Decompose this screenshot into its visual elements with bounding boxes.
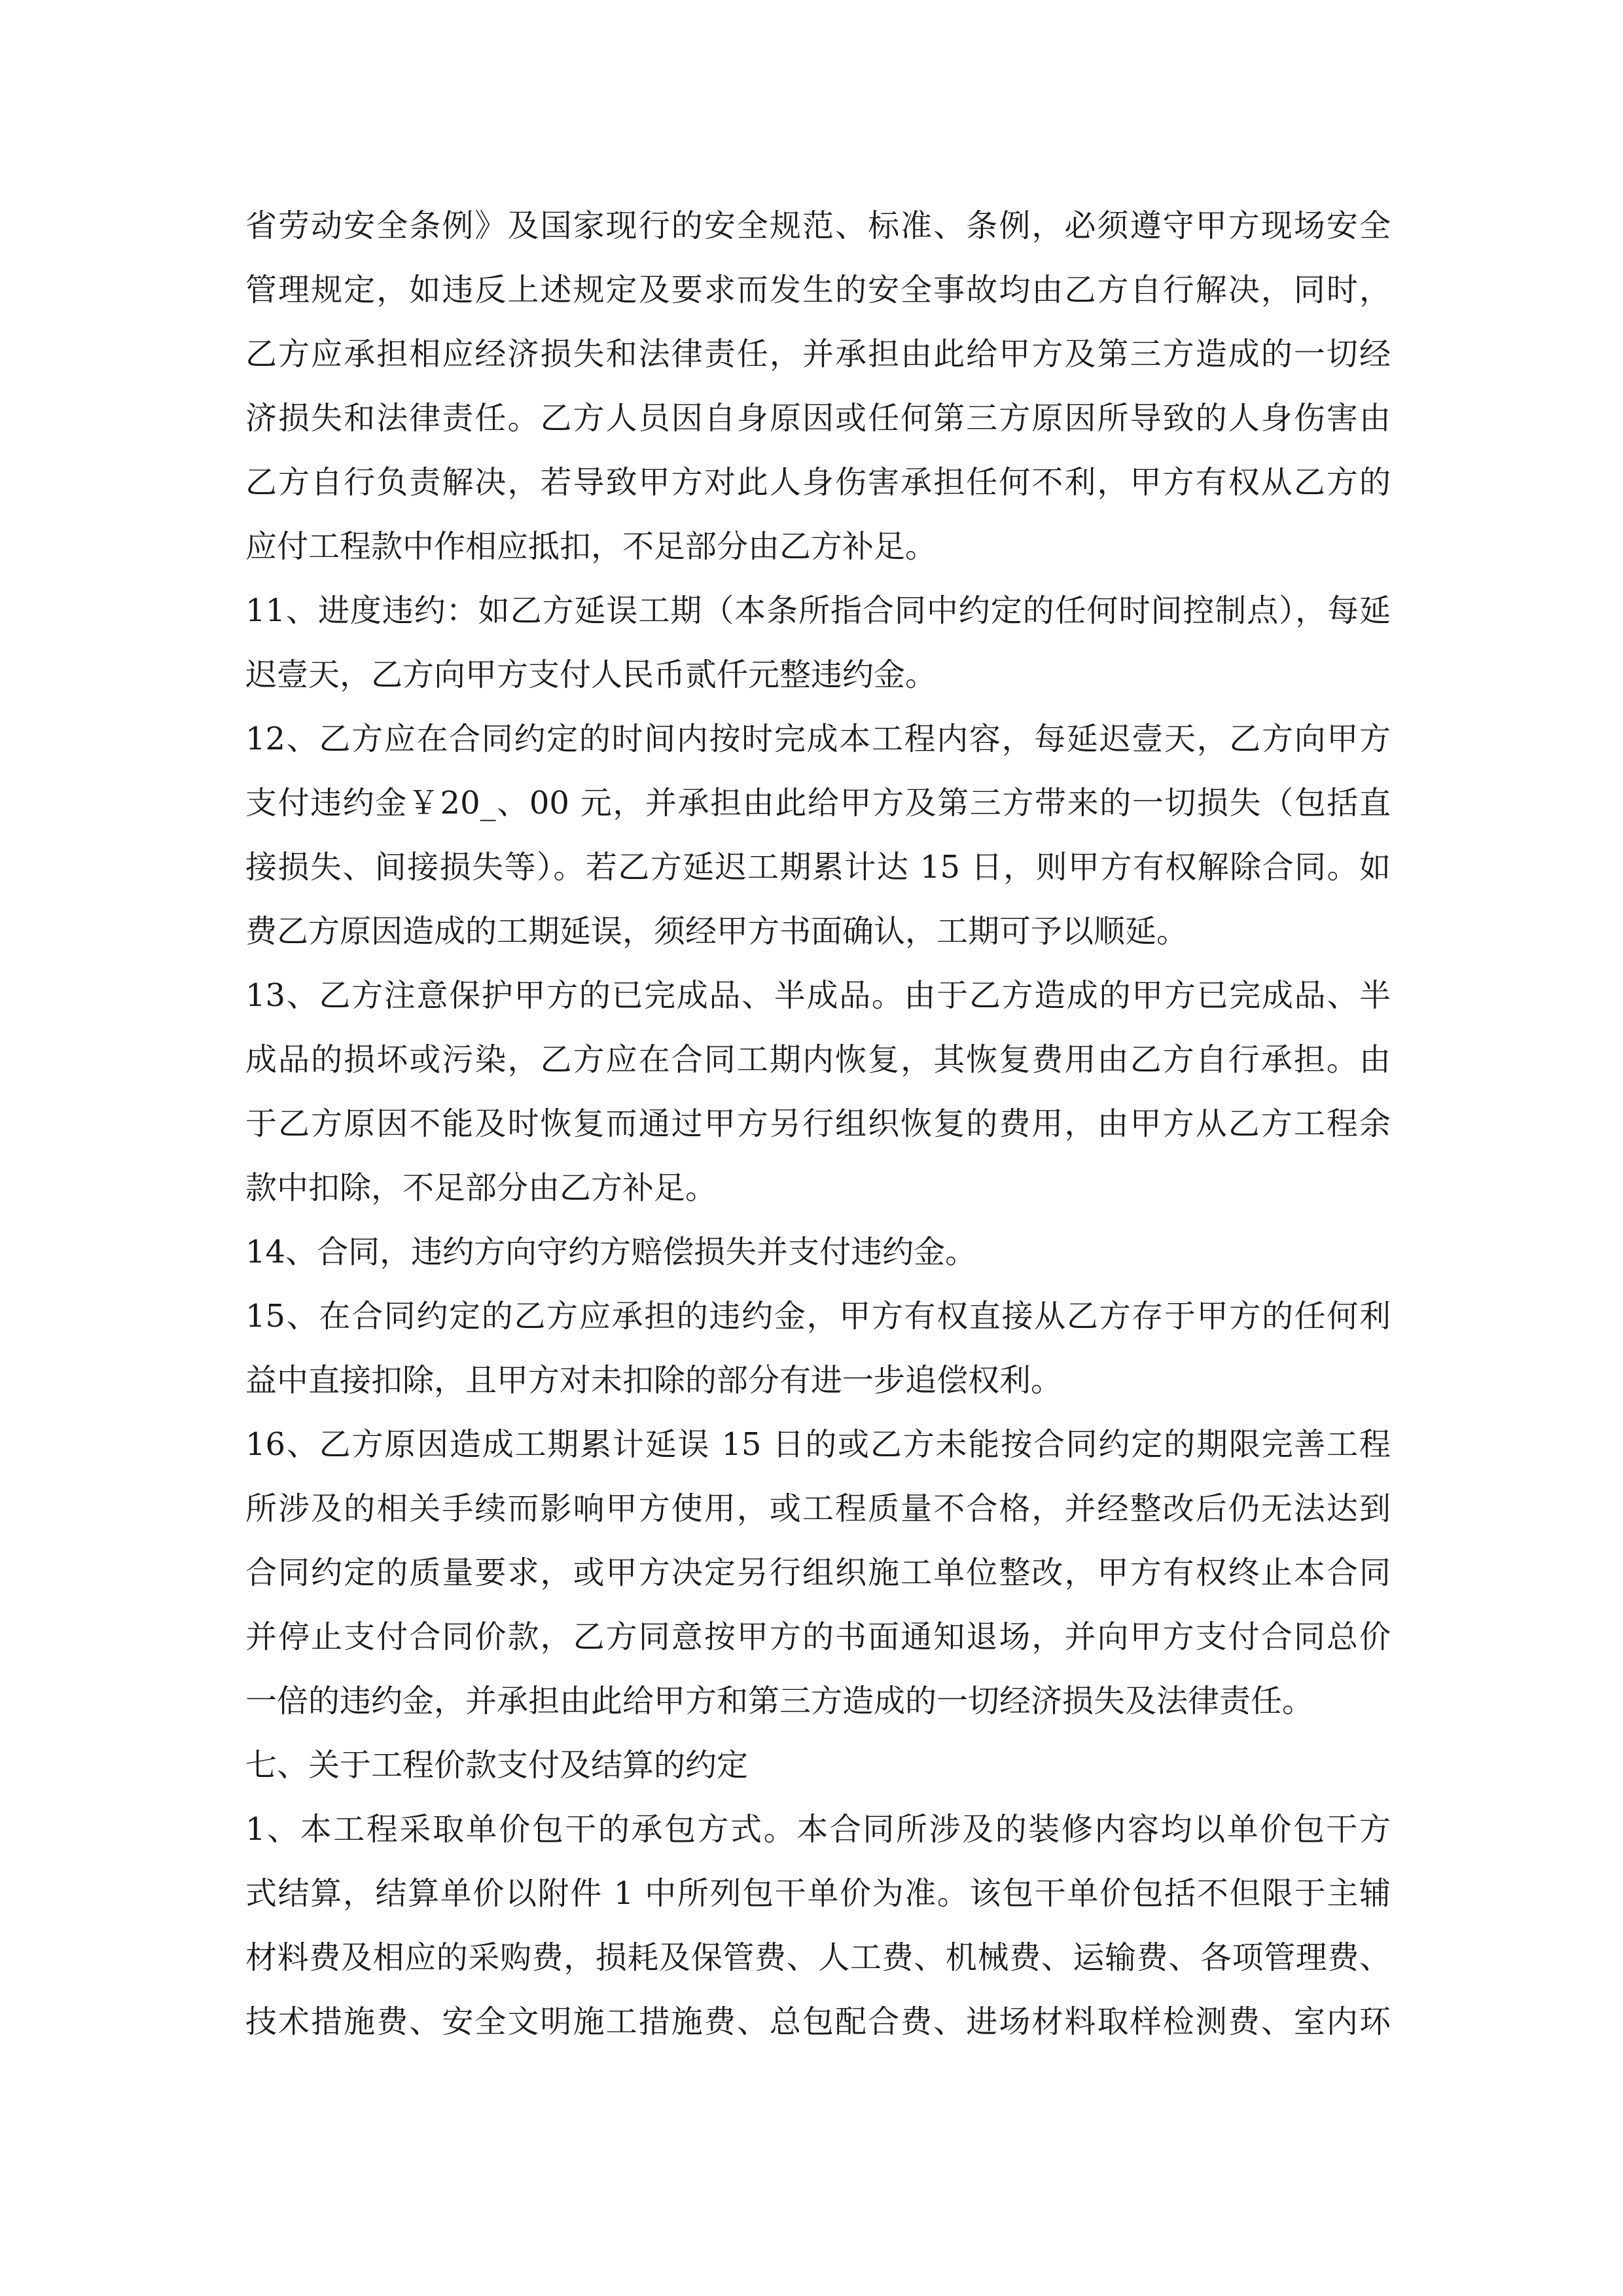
text-line: 一倍的违约金，并承担由此给甲方和第三方造成的一切经济损失及法律责任。 <box>245 1683 1314 1719</box>
text-line: 乙方自行负责解决，若导致甲方对此人身伤害承担任何不利，甲方有权从乙方的 <box>245 464 1391 501</box>
text-line: 14、合同，违约方向守约方赔偿损失并支付违约金。 <box>245 1234 977 1270</box>
text-line: 技术措施费、安全文明施工措施费、总包配合费、进场材料取样检测费、室内环 <box>245 2003 1391 2040</box>
text-line: 成品的损坏或污染，乙方应在合同工期内恢复，其恢复费用由乙方自行承担。由 <box>245 1041 1391 1078</box>
text-line: 所涉及的相关手续而影响甲方使用，或工程质量不合格，并经整改后仍无法达到 <box>245 1490 1391 1527</box>
text-line: 管理规定，如违反上述规定及要求而发生的安全事故均由乙方自行解决，同时， <box>245 272 1391 308</box>
document-body <box>245 194 1391 2054</box>
text-line: 费乙方原因造成的工期延误，须经甲方书面确认，工期可予以顺延。 <box>245 913 1188 950</box>
text-line: 式结算，结算单价以附件 1 中所列包干单价为准。该包干单价包括不但限于主辅 <box>245 1875 1391 1912</box>
text-line: 应付工程款中作相应抵扣，不足部分由乙方补足。 <box>245 528 937 565</box>
text-line: 并停止支付合同价款，乙方同意按甲方的书面通知退场，并向甲方支付合同总价 <box>245 1619 1391 1655</box>
text-line: 益中直接扣除，且甲方对未扣除的部分有进一步追偿权利。 <box>245 1362 1063 1399</box>
text-line: 济损失和法律责任。乙方人员因自身原因或任何第三方原因所导致的人身伤害由 <box>245 400 1391 437</box>
text-line: 接损失、间接损失等）。若乙方延迟工期累计达 15 日，则甲方有权解除合同。如 <box>245 849 1391 886</box>
text-line: 13、乙方注意保护甲方的已完成品、半成品。由于乙方造成的甲方已完成品、半 <box>245 977 1391 1014</box>
text-line: 乙方应承担相应经济损失和法律责任，并承担由此给甲方及第三方造成的一切经 <box>245 336 1391 372</box>
text-line: 款中扣除，不足部分由乙方补足。 <box>245 1170 717 1206</box>
text-line: 11、进度违约：如乙方延误工期（本条所指合同中约定的任何时间控制点），每延 <box>245 592 1391 629</box>
text-line: 迟壹天，乙方向甲方支付人民币贰仟元整违约金。 <box>245 656 937 693</box>
text-line: 1、本工程采取单价包干的承包方式。本合同所涉及的装修内容均以单价包干方 <box>245 1811 1391 1848</box>
text-line: 15、在合同约定的乙方应承担的违约金，甲方有权直接从乙方存于甲方的任何利 <box>245 1298 1391 1335</box>
text-line: 材料费及相应的采购费，损耗及保管费、人工费、机械费、运输费、各项管理费、 <box>245 1939 1391 1976</box>
text-line: 支付违约金￥20_、00 元，并承担由此给甲方及第三方带来的一切损失（包括直 <box>245 785 1391 821</box>
text-line: 省劳动安全条例》及国家现行的安全规范、标准、条例，必须遵守甲方现场安全 <box>245 207 1391 244</box>
text-line: 合同约定的质量要求，或甲方决定另行组织施工单位整改，甲方有权终止本合同 <box>245 1554 1391 1591</box>
text-line: 于乙方原因不能及时恢复而通过甲方另行组织恢复的费用，由甲方从乙方工程余 <box>245 1105 1391 1142</box>
section-heading: 七、关于工程价款支付及结算的约定 <box>245 1747 749 1784</box>
text-line: 12、乙方应在合同约定的时间内按时完成本工程内容，每延迟壹天，乙方向甲方 <box>245 721 1391 757</box>
text-line: 16、乙方原因造成工期累计延误 15 日的或乙方未能按合同约定的期限完善工程 <box>245 1426 1391 1463</box>
